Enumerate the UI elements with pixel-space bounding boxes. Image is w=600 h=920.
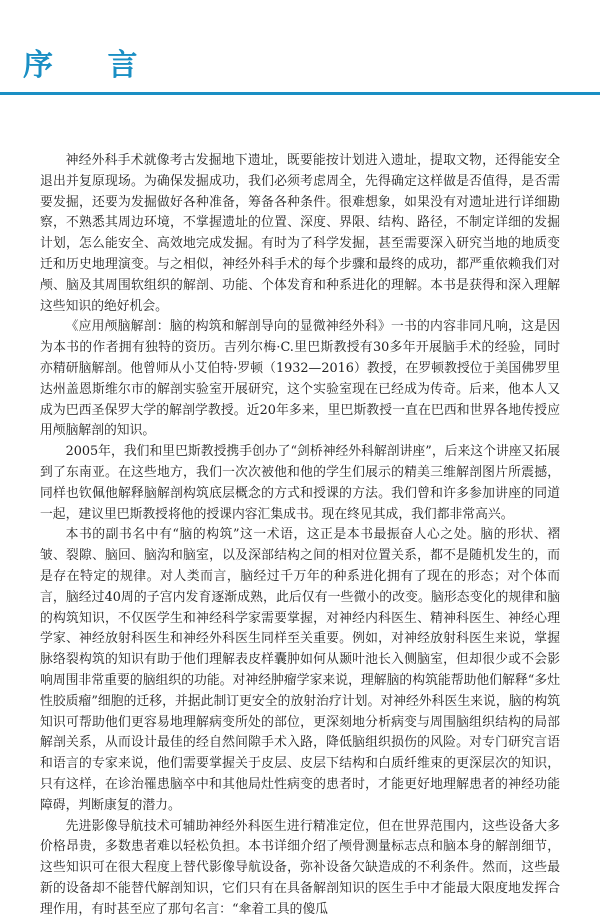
page-title: 序 言	[23, 40, 159, 84]
paragraph-3: 2005年，我们和里巴斯教授携手创办了“剑桥神经外科解剖讲座”，后来这个讲座又拓展到了东南亚。在这些地方，我们一次次被他和他的学生们展示的精美三维解剖图片所震撼，同样也钦佩他解释脑解剖构筑底层概念的方式和授课的方法。我们曾和许多参加讲座的同道一起，建议里巴斯教授将他的授课内容汇集成书。现在终见其成，我们都非常高兴。	[40, 442, 560, 525]
paragraph-1: 神经外科手术就像考古发掘地下遗址，既要能按计划进入遗址，提取文物，还得能安全退出并复原现场。为确保发掘成功，我们必须考虑周全，先得确定这样做是否值得，是否需要发掘，还要为发掘做好各种准备，筹备各种条件。很难想象，如果没有对遗址进行详细勘察，不熟悉其周边环境，不掌握遗址的位置、深度、界限、结构、路径，不制定详细的发掘计划，怎么能安全、高效地完成发掘。有时为了科学发掘，甚至需要深入研究当地的地质变迁和历史地理演变。与之相似，神经外科手术的每个步骤和最终的成功，都严重依赖我们对颅、脑及其周围软组织的解剖、功能、个体发育和种系进化的理解。本书是获得和深入理解这些知识的绝好机会。	[40, 151, 560, 317]
preface-body	[40, 151, 560, 920]
paragraph-5: 先进影像导航技术可辅助神经外科医生进行精准定位，但在世界范围内，这些设备大多价格昂贵，多数患者难以轻松负担。本书详细介绍了颅骨测量标志点和脑本身的解剖细节，这些知识可在很大程度上替代影像导航设备，弥补设备欠缺造成的不利条件。然而，这些最新的设备却不能替代解剖知识，它们只有在具备解剖知识的医生手中才能最大限度地发挥合理作用，有时甚至应了那句名言：“傘着工具的傻瓜	[40, 817, 560, 920]
title-underline	[0, 92, 600, 95]
paragraph-2: 《应用颅脑解剖：脑的构筑和解剖导向的显微神经外科》一书的内容非同凡响，这是因为本书的作者拥有独特的资历。吉列尔梅·C.里巴斯教授有30多年开展脑手术的经验，同时亦精研脑解剖。他曾师从小艾伯特·罗顿（1932—2016）教授，在罗顿教授位于美国佛罗里达州盖恩斯维尔市的解剖实验室开展研究，这个实验室现在已经成为传奇。后来，他本人又成为巴西圣保罗大学的解剖学教授。近20年多来，里巴斯教授一直在巴西和世界各地传授应用颅脑解剖的知识。	[40, 317, 560, 442]
paragraph-4: 本书的副书名中有“脑的构筑”这一术语，这正是本书最振奋人心之处。脑的形状、褶皱、裂隙、脑回、脑沟和脑室，以及深部结构之间的相对位置关系，都不是随机发生的，而是存在特定的规律。对人类而言，脑经过千万年的种系进化拥有了现在的形态；对个体而言，脑经过40周的子宫内发育逐渐成熟，此后仅有一些微小的改变。脑形态变化的规律和脑的构筑知识，不仅医学生和神经科学家需要掌握，对神经内科医生、精神科医生、神经心理学家、神经放射科医生和神经外科医生同样至关重要。例如，对神经放射科医生来说，掌握脉络裂构筑的知识有助于他们理解表皮样囊肿如何从颞叶池长入侧脑室，但却很少或不会影响周围非常重要的脑组织的功能。对神经肿瘤学家来说，理解脑的构筑能帮助他们解释“多灶性胶质瘤”细胞的迁移，并据此制订更安全的放射治疗计划。对神经外科医生来说，脑的构筑知识可帮助他们更容易地理解病变所处的部位，更深刻地分析病变与周围脑组织结构的局部解剖关系，从而设计最佳的经自然间隙手术入路，降低脑组织损伤的风险。对专门研究言语和语言的专家来说，他们需要掌握关于皮层、皮层下结构和白质纤维束的更深层次的知识，只有这样，在诊治罹患脑卒中和其他局灶性病变的患者时，才能更好地理解患者的神经功能障碍，判断康复的潜力。	[40, 525, 560, 816]
